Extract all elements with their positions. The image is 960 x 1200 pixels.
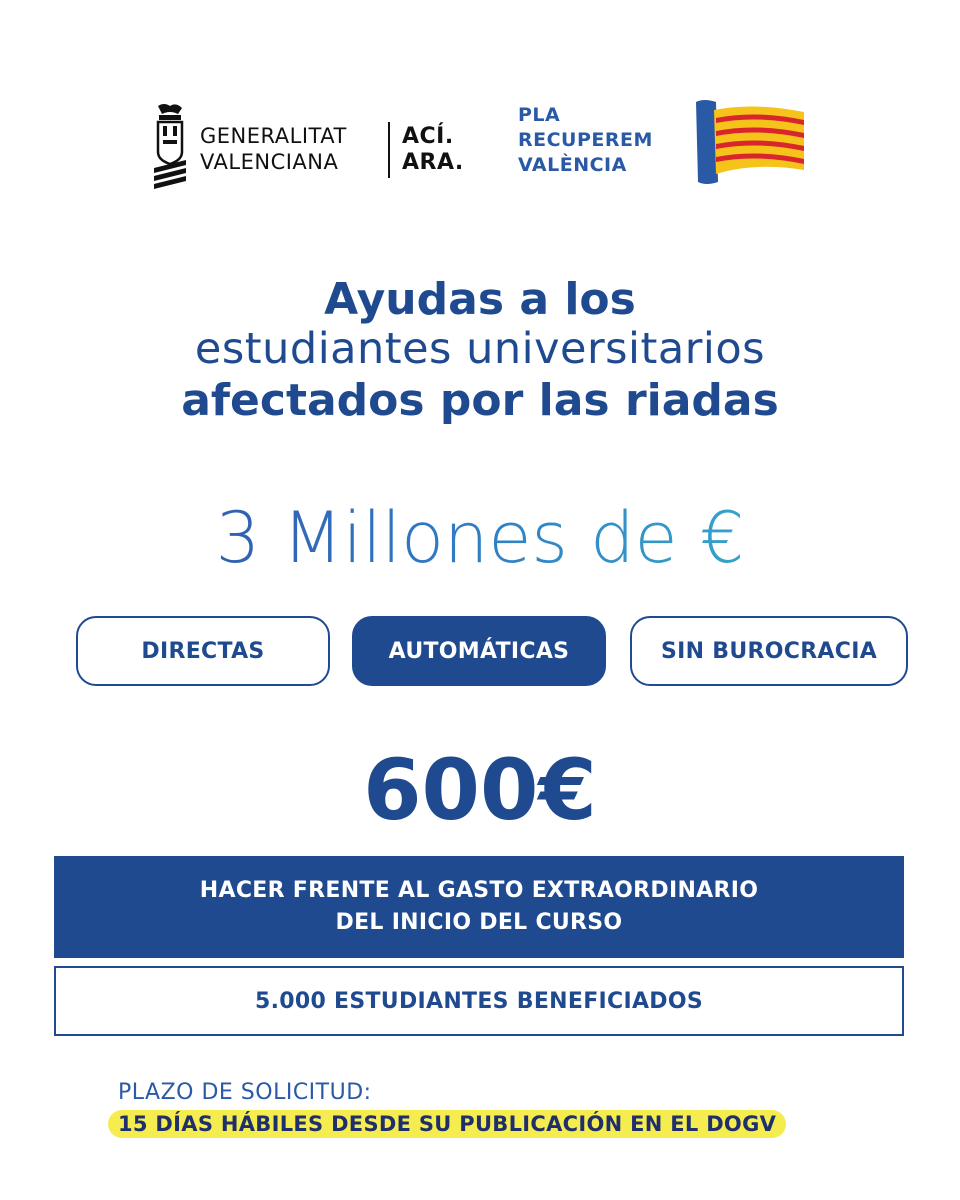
purpose-line2: DEL INICIO DEL CURSO <box>335 910 623 935</box>
purpose-line1: HACER FRENTE AL GASTO EXTRAORDINARIO <box>199 878 759 904</box>
deadline-label: PLAZO DE SOLICITUD: <box>118 1080 372 1105</box>
beneficiaries-box: 5.000 ESTUDIANTES BENEFICIADOS <box>54 966 904 1036</box>
valencian-flag-icon <box>694 98 806 186</box>
pla-line3: VALÈNCIA <box>518 154 627 176</box>
total-budget: 3 Millones de € <box>0 500 960 577</box>
pla-recuperem-valencia-logo <box>518 98 818 198</box>
purpose-box <box>54 856 904 958</box>
gva-name-line1: GENERALITAT <box>200 124 347 148</box>
deadline-value: 15 DÍAS HÁBILES DESDE SU PUBLICACIÓN EN EL DOGV <box>108 1110 786 1138</box>
headline-line2: estudiantes universitarios <box>194 324 766 375</box>
headline-line1: Ayudas a los <box>324 274 636 325</box>
headline <box>0 274 960 426</box>
generalitat-valenciana-logo <box>150 100 490 200</box>
aci-ara-line2: ARA. <box>402 150 464 175</box>
headline-line3: afectados por las riadas <box>181 374 779 426</box>
aci-ara-line1: ACÍ. <box>402 124 454 149</box>
coat-of-arms-icon <box>150 102 190 194</box>
gva-name-line2: VALENCIANA <box>200 150 339 174</box>
logo-divider <box>388 122 390 178</box>
pill-sin-burocracia: SIN BUROCRACIA <box>630 616 908 686</box>
pill-automaticas: AUTOMÁTICAS <box>352 616 606 686</box>
pill-directas: DIRECTAS <box>76 616 330 686</box>
pla-line1: PLA <box>518 104 561 126</box>
pla-line2: RECUPEREM <box>518 129 653 151</box>
amount-per-student: 600€ <box>363 741 597 839</box>
